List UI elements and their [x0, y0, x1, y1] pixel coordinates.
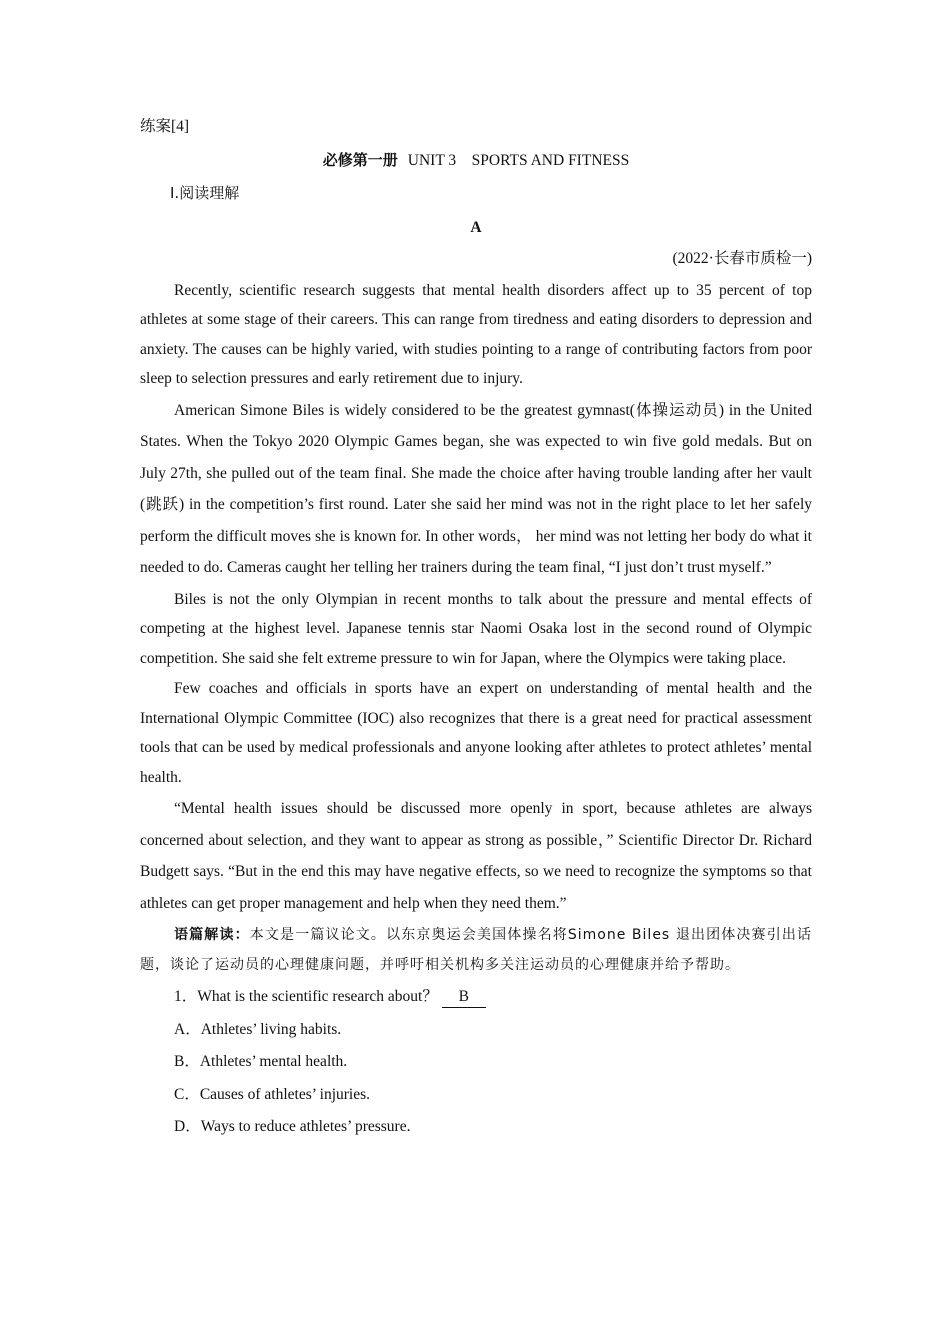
paragraph-3: Biles is not the only Olympian in recent months to talk about the pressure and mental effects of competing at the highest level. Japanese tennis star Naomi Osaka lost in the second round of Olympic competition. She said she felt extreme pressure to win for Japan, where the Olympics were taking place.: [140, 590, 812, 667]
paragraph-4: Few coaches and officials in sports have an expert on understanding of mental health and the International Olympic Committee (IOC) also recognizes that there is a great need for practical assessment tools that can be used by medical professionals and anyone looking after athletes to protect athletes’ mental health.: [140, 680, 812, 786]
paragraph-1: Recently, scientific research suggests that mental health disorders affect up to 35 percent of top athletes at some stage of their careers. This can range from tiredness and eating disorders to depression and anxiety. The causes can be highly varied, with studies pointing to a range of contributing factors from poor sleep to selection pressures and early retirement due to injury.: [140, 281, 812, 387]
paragraph-5: “Mental health issues should be discussed more openly in sport, because athletes are always concerned about selection, and they want to appear as strong as possible，” Scientific Director Dr. Richard Budgett says. “But in the end this may have negative effects, so we need to recognize the symptoms so that athletes can get proper management and help when they need them.”: [140, 800, 812, 912]
option-b: B．Athletes’ mental health.: [174, 1053, 348, 1070]
paragraph-2: American Simone Biles is widely considered to be the greatest gymnast(体操运动员) in the United States. When the Tokyo 2020 Olympic Games began, she was expected to win five gold medals. But on July 27th, she pulled out of the team final. She made the choice after having trouble landing after her vault (跳跃) in the competition’s first round. Later she said her mind was not in the right place to let her safely perform the difficult moves she is known for. In other words， her mind was not letting her body do what it needed to do. Cameras caught her telling her trainers during the team final, “I just don’t trust myself.”: [140, 401, 812, 576]
practice-label: 练案[4]: [140, 118, 190, 135]
section-heading: Ⅰ.阅读理解: [170, 184, 240, 202]
unit-title-english: UNIT 3 SPORTS AND FITNESS: [407, 151, 630, 169]
document-content: [140, 112, 812, 1144]
question-1: [174, 981, 812, 1014]
option-a: A．Athletes’ living habits.: [174, 1020, 342, 1038]
question-text: What is the scientific research about？: [197, 988, 438, 1005]
unit-title: [140, 146, 812, 176]
passage-letter: A: [470, 218, 482, 236]
option-c: C．Causes of athletes’ injuries.: [174, 1085, 371, 1103]
question-number: 1．: [174, 988, 198, 1005]
reading-note-label: 语篇解读：: [174, 927, 250, 943]
reading-note: [140, 920, 812, 980]
option-d: D．Ways to reduce athletes’ pressure.: [174, 1118, 411, 1135]
passage-source: (2022·长春市质检一): [672, 250, 812, 267]
reading-note-text: 本文是一篇议论文。以东京奥运会美国体操名将Simone Biles 退出团体决赛引出话题，谈论了运动员的心理健康问题，并呼吁相关机构多关注运动员的心理健康并给予帮助。: [140, 927, 813, 973]
answer-blank: B: [442, 987, 486, 1008]
unit-title-chinese: 必修第一册: [322, 150, 398, 169]
